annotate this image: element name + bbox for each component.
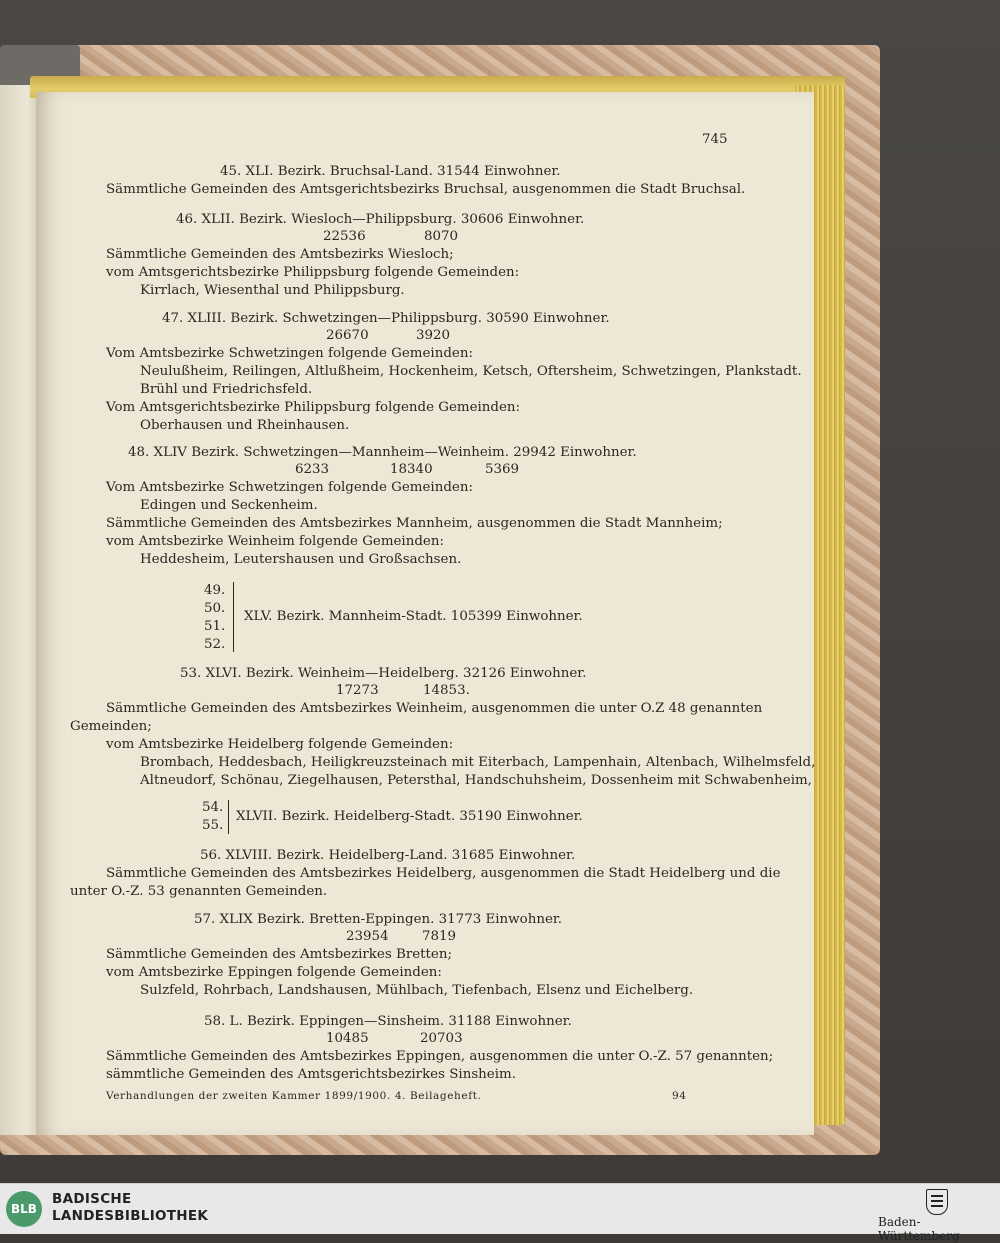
footer-sheet-number: 94 (672, 1090, 687, 1102)
district-heading: XLVII. Bezirk. Heidelberg-Stadt. 35190 Einwohner. (236, 809, 583, 824)
district-text: vom Amtsbezirke Heidelberg folgende Gemeinden: (106, 737, 454, 752)
district-text: unter O.-Z. 53 genannten Gemeinden. (70, 884, 328, 899)
district-heading: 56. XLVIII. Bezirk. Heidelberg-Land. 31685 Einwohner. (200, 848, 576, 863)
district-text: Sämmtliche Gemeinden des Amtsbezirkes Weinheim, ausgenommen die unter O.Z 48 genannten (106, 701, 763, 716)
district-text: Sämmtliche Gemeinden des Amtsbezirkes Mannheim, ausgenommen die Stadt Mannheim; (106, 516, 723, 531)
district-number: 51. (204, 619, 226, 634)
municipality-list: Kirrlach, Wiesenthal und Philippsburg. (140, 283, 405, 298)
municipality-list: Edingen und Seckenheim. (140, 498, 318, 513)
population-figure: 20703 (420, 1031, 463, 1046)
population-figure: 3920 (416, 328, 451, 343)
coat-of-arms-icon (926, 1189, 948, 1215)
population-figure: 7819 (422, 929, 457, 944)
municipality-list: Brühl und Friedrichsfeld. (140, 382, 313, 397)
district-text: Sämmtliche Gemeinden des Amtsbezirkes Bretten; (106, 947, 452, 962)
district-number: 54. (202, 800, 224, 815)
district-text: vom Amtsbezirke Weinheim folgende Gemeinden: (106, 534, 444, 549)
footer-publication: Verhandlungen der zweiten Kammer 1899/1900. 4. Beilageheft. (106, 1090, 482, 1102)
district-heading: 58. L. Bezirk. Eppingen—Sinsheim. 31188 Einwohner. (204, 1014, 572, 1029)
district-heading: 45. XLI. Bezirk. Bruchsal-Land. 31544 Einwohner. (220, 164, 561, 179)
district-text: sämmtliche Gemeinden des Amtsgerichtsbezirkes Sinsheim. (106, 1067, 516, 1082)
population-figure: 14853. (423, 683, 470, 698)
district-heading: 53. XLVI. Bezirk. Weinheim—Heidelberg. 32126 Einwohner. (180, 666, 587, 681)
district-heading: 48. XLIV Bezirk. Schwetzingen—Mannheim—Weinheim. 29942 Einwohner. (128, 445, 637, 460)
population-figure: 23954 (346, 929, 389, 944)
municipality-list: Sulzfeld, Rohrbach, Landshausen, Mühlbach, Tiefenbach, Elsenz und Eichelberg. (140, 983, 694, 998)
municipality-list: Brombach, Heddesbach, Heiligkreuzsteinach mit Eiterbach, Lampenhain, Altenbach, Wilhelmsfeld, (140, 755, 816, 770)
grouping-brace (233, 582, 234, 652)
state-name[interactable]: Baden-Württemberg (878, 1215, 960, 1243)
municipality-list: Heddesheim, Leutershausen und Großsachsen. (140, 552, 462, 567)
page-number: 745 (702, 132, 728, 147)
viewer-footer-bar (0, 1183, 1000, 1243)
district-text: Sämmtliche Gemeinden des Amtsbezirkes Eppingen, ausgenommen die unter O.-Z. 57 genannten; (106, 1049, 774, 1064)
population-figure: 8070 (424, 229, 459, 244)
population-figure: 18340 (390, 462, 433, 477)
district-text: Vom Amtsgerichtsbezirke Philippsburg folgende Gemeinden: (106, 400, 521, 415)
population-figure: 5369 (485, 462, 520, 477)
left-page-edge (0, 85, 38, 1135)
population-figure: 17273 (336, 683, 379, 698)
district-heading: 47. XLIII. Bezirk. Schwetzingen—Philippsburg. 30590 Einwohner. (162, 311, 610, 326)
district-number: 55. (202, 818, 224, 833)
population-figure: 22536 (323, 229, 366, 244)
district-text: Gemeinden; (70, 719, 152, 734)
library-name[interactable] (52, 1191, 208, 1225)
district-text: vom Amtsgerichtsbezirke Philippsburg folgende Gemeinden: (106, 265, 520, 280)
population-figure: 6233 (295, 462, 330, 477)
library-name-line1: BADISCHE (52, 1191, 132, 1207)
district-text: Sämmtliche Gemeinden des Amtsgerichtsbezirks Bruchsal, ausgenommen die Stadt Bruchsal. (106, 182, 746, 197)
municipality-list: Neulußheim, Reilingen, Altlußheim, Hockenheim, Ketsch, Oftersheim, Schwetzingen, Plankstadt. (140, 364, 802, 379)
district-text: vom Amtsbezirke Eppingen folgende Gemeinden: (106, 965, 442, 980)
municipality-list: Oberhausen und Rheinhausen. (140, 418, 350, 433)
district-text: Vom Amtsbezirke Schwetzingen folgende Gemeinden: (106, 346, 473, 361)
population-figure: 10485 (326, 1031, 369, 1046)
district-number: 52. (204, 637, 226, 652)
district-heading: XLV. Bezirk. Mannheim-Stadt. 105399 Einwohner. (244, 609, 583, 624)
district-text: Sämmtliche Gemeinden des Amtsbezirkes Heidelberg, ausgenommen die Stadt Heidelberg und die (106, 866, 781, 881)
municipality-list: Altneudorf, Schönau, Ziegelhausen, Petersthal, Handschuhsheim, Dossenheim mit Schwabenheim, (140, 773, 812, 788)
district-number: 49. (204, 583, 226, 598)
population-figure: 26670 (326, 328, 369, 343)
grouping-brace (228, 800, 229, 834)
district-heading: 57. XLIX Bezirk. Bretten-Eppingen. 31773 Einwohner. (194, 912, 563, 927)
district-number: 50. (204, 601, 226, 616)
blb-logo[interactable]: BLB (6, 1191, 42, 1227)
district-text: Sämmtliche Gemeinden des Amtsbezirks Wiesloch; (106, 247, 454, 262)
district-heading: 46. XLII. Bezirk. Wiesloch—Philippsburg. 30606 Einwohner. (176, 212, 585, 227)
document-page (36, 92, 814, 1135)
district-text: Vom Amtsbezirke Schwetzingen folgende Gemeinden: (106, 480, 473, 495)
library-name-line2: LANDESBIBLIOTHEK (52, 1208, 209, 1224)
